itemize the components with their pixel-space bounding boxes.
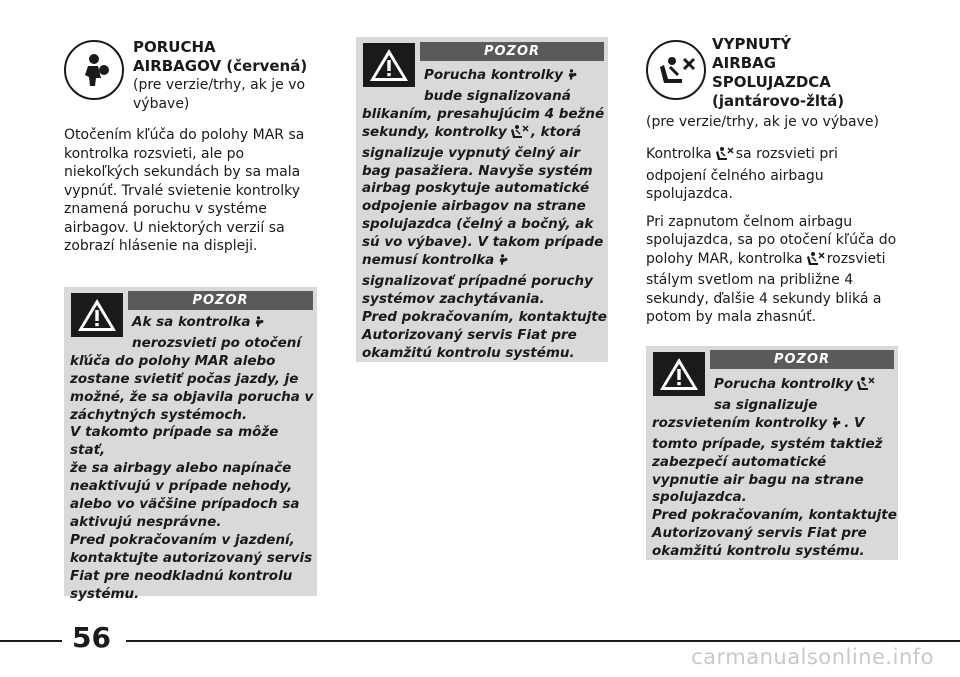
page-number: 56 (72, 621, 111, 654)
passenger-airbag-off-icon (805, 251, 825, 272)
airbag-failure-icon (565, 67, 578, 88)
airbag-failure-icon (496, 252, 509, 273)
warning-label: POZOR (128, 291, 313, 310)
watermark: carmanualsonline.info (691, 645, 934, 669)
warning-label: POZOR (710, 350, 894, 369)
warning-text-2: Porucha kontrolky bude signalizovaná blikaním, presahujúcim 4 bežné sekundy, kontrolky , ktorá signalizuje vypnutý čelný air bag pasažiera. Navyše systém airbag poskytuje automatické odpojenie airbagov na strane spolujazdca (čelný a bočný, ak sú vo výbave). V takom prípade nemusí kontrolka signalizovať prípadné poruchy systémov zachytávania. Pred pokračovaním, kontaktujte Autorizovaný servis Fiat pre okamžitú kontrolu systému. (362, 67, 607, 361)
airbag-failure-icon (64, 40, 124, 100)
warning-text-1: Ak sa kontrolka nerozsvieti po otočení kľúča do polohy MAR alebo zostane svietiť počas jazdy, je možné, že sa objavila porucha v záchytných systémoch. V takomto prípade sa môže stať, že sa airbagy alebo napínače neaktivujú v prípade nehody, alebo vo väčšine prípadoch sa aktivujú nesprávne. Pred pokračovaním v jazdení, kontaktujte autorizovaný servis Fiat pre neodkladnú kontrolu systému. (70, 314, 314, 602)
passenger-airbag-off-icon (714, 146, 734, 167)
airbag-failure-subtitle: (pre verzie/trhy, ak je vo výbave) (133, 77, 306, 112)
passenger-airbag-off-body: Kontrolka sa rozsvieti pri odpojení čelného airbagu spolujazdca. Pri zapnutom čelnom airbagu spolujazdca, sa po otočení kľúča do polohy MAR, kontrolka rozsvieti stálym svetlom na približne 4 sekundy, ďalšie 4 sekundy bliká a potom by mala zhasnúť. (646, 146, 897, 325)
warning-box-3 (646, 346, 898, 560)
airbag-failure-icon (252, 314, 265, 335)
footer-rule-left (0, 640, 62, 642)
passenger-airbag-off-icon (855, 376, 875, 397)
warning-box-1 (64, 287, 317, 602)
warning-box-2 (356, 37, 608, 362)
airbag-failure-heading: PORUCHA AIRBAGOV (červená) (133, 38, 308, 75)
passenger-airbag-off-subtitle: (pre verzie/trhy, ak je vo výbave) (646, 114, 879, 130)
passenger-airbag-off-icon (509, 124, 529, 145)
airbag-failure-body: Otočením kľúča do polohy MAR sa kontrolka rozsvieti, ale po niekoľkých sekundách by sa mala vypnúť. Trvalé svietenie kontrolky znamená poruchu v systéme airbagov. U niektorých verzií sa zobrazí hlásenie na displeji. (64, 127, 305, 254)
warning-label: POZOR (420, 42, 604, 61)
warning-text-3: Porucha kontrolky sa signalizuje rozsvietením kontrolky . V tomto prípade, systém taktiež zabezpečí automatické vypnutie air bagu na strane spolujazdca. Pred pokračovaním, kontaktujte Autorizovaný servis Fiat pre okamžitú kontrolu systému. (652, 376, 897, 560)
passenger-airbag-off-heading: VYPNUTÝ AIRBAG SPOLUJAZDCA (jantárovo-žltá) (712, 35, 845, 110)
footer-rule-right (126, 640, 960, 642)
airbag-failure-icon (829, 415, 842, 436)
passenger-airbag-off-icon (646, 40, 706, 100)
